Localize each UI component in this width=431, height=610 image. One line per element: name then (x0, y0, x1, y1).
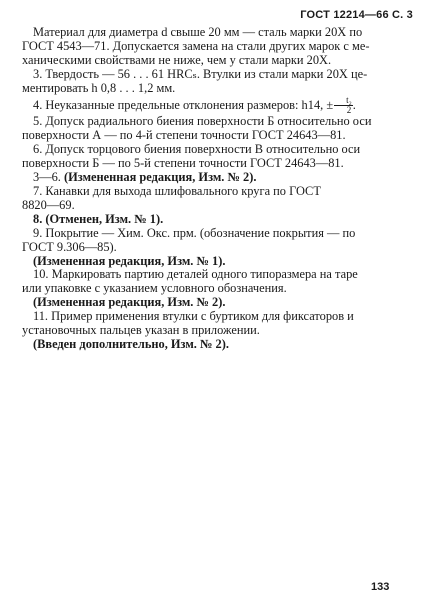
text-line: 3. Твердость — 56 . . . 61 HRCₛ. Втулки из стали марки 20Х це- (33, 66, 368, 81)
text-line: или упаковке с указанием условного обозначения. (22, 281, 287, 296)
amendment-note: (Введен дополнительно, Изм. № 2). (33, 336, 229, 351)
fraction-denominator: 2 (346, 105, 352, 116)
text-line: 7. Канавки для выхода шлифовального круга по ГОСТ (33, 183, 321, 198)
text-line: 9. Покрытие — Хим. Окс. прм. (обозначение покрытия — по (33, 225, 356, 240)
document-body (22, 26, 414, 352)
item-4-text: 4. Неуказанные предельные отклонения размеров: h14, ± (33, 97, 334, 112)
text-line: ханическими свойствами не ниже, чем у стали марки 20Х. (22, 52, 332, 67)
text-line: 8820—69. (22, 197, 75, 212)
page-number: 133 (371, 581, 390, 593)
page-header: ГОСТ 12214—66 С. 3 (300, 9, 413, 21)
item-8-cancelled: 8. (Отменен, Изм. № 1). (33, 211, 164, 226)
item-number: 3—6. (33, 170, 61, 185)
amendment-note: (Измененная редакция, Изм. № 2). (33, 295, 226, 310)
fraction-numerator: t₂ (334, 96, 353, 106)
tolerance-fraction (334, 96, 353, 115)
text-line: 10. Маркировать партию деталей одного типоразмера на таре (33, 267, 358, 282)
text-line: 5. Допуск радиального биения поверхности Б относительно оси (33, 114, 372, 129)
amendment-line-3-6 (22, 171, 414, 185)
text-line: поверхности А — по 4-й степени точности ГОСТ 24643—81. (22, 128, 346, 143)
item-4-line (22, 95, 414, 116)
text-line: ГОСТ 9.306—85). (22, 239, 117, 254)
text-line: Материал для диаметра d свыше 20 мм — сталь марки 20Х по (33, 25, 363, 39)
text-line: 6. Допуск торцового биения поверхности В относительно оси (33, 142, 361, 157)
text-line: поверхности Б — по 5-й степени точности ГОСТ 24643—81. (22, 156, 344, 171)
text-line: 11. Пример применения втулки с буртиком для фиксаторов и (33, 309, 354, 324)
text-line: ГОСТ 4543—71. Допускается замена на стали других марок с ме- (22, 38, 370, 53)
amendment-note: (Измененная редакция, Изм. № 2). (64, 170, 257, 185)
text-line: ментировать h 0,8 . . . 1,2 мм. (22, 80, 176, 95)
item-4-end: . (352, 97, 356, 112)
amendment-note: (Измененная редакция, Изм. № 1). (33, 253, 226, 268)
text-line: установочных пальцев указан в приложении. (22, 323, 260, 338)
